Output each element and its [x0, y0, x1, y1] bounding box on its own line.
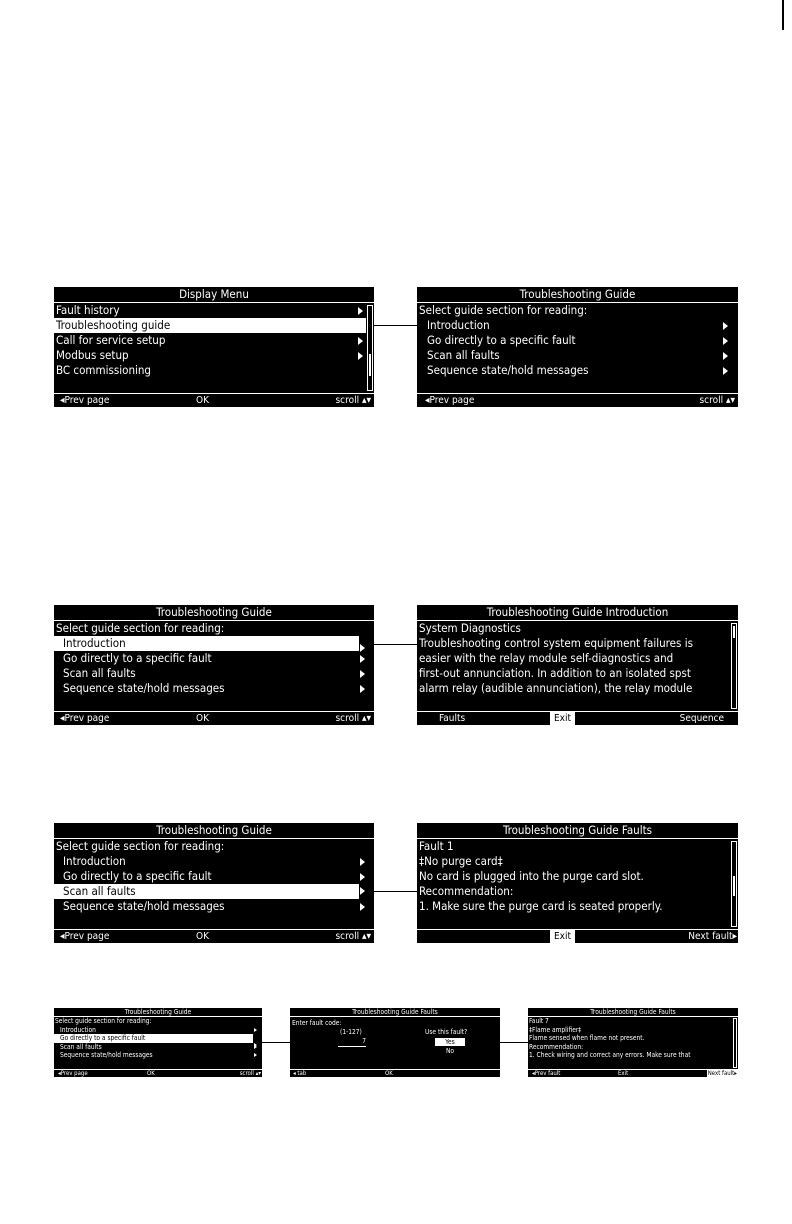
screen-title: Troubleshooting Guide: [417, 287, 738, 303]
prev-page-softkey[interactable]: ◂Prev page: [425, 395, 475, 406]
guide-prompt: Select guide section for reading:: [56, 621, 225, 635]
exit-softkey[interactable]: Exit: [550, 930, 575, 943]
connector-line: [374, 644, 417, 645]
ok-softkey[interactable]: OK: [196, 395, 209, 406]
chevron-right-icon: [360, 670, 365, 678]
guide-item-scan-all-faults[interactable]: Scan all faults: [417, 348, 738, 363]
softkey-bar: [417, 929, 738, 943]
screen-title: Troubleshooting Guide: [54, 1008, 262, 1017]
fault-description: No card is plugged into the purge card slot.: [419, 869, 644, 883]
guide-item-scan-all-faults[interactable]: Scan all faults: [54, 666, 374, 681]
fault-code-range: (1-127): [340, 1028, 362, 1036]
scrollbar[interactable]: [367, 305, 373, 391]
chevron-right-icon: [723, 352, 728, 360]
next-fault-softkey[interactable]: Next fault▸: [688, 931, 737, 942]
screen-title: Display Menu: [54, 287, 374, 303]
chevron-right-icon: [254, 1053, 257, 1057]
scrollbar[interactable]: [731, 623, 737, 709]
next-fault-softkey[interactable]: Next fault▸: [707, 1070, 737, 1077]
faults-screen: [417, 823, 738, 943]
no-option[interactable]: No: [445, 1047, 455, 1055]
softkey-bar: [54, 1069, 262, 1077]
guide-item-scan-all-faults[interactable]: Scan all faults: [54, 1043, 262, 1052]
guide-item-sequence-messages[interactable]: Sequence state/hold messages: [417, 363, 738, 378]
menu-item-call-for-service-setup[interactable]: Call for service setup: [54, 333, 366, 348]
chevron-right-icon: [360, 655, 365, 663]
guide-item-introduction[interactable]: Introduction: [54, 636, 359, 651]
fault-code-prompt: Enter fault code:: [292, 1019, 342, 1027]
display-menu-screen: [54, 287, 374, 407]
introduction-screen: [417, 605, 738, 725]
menu-item-troubleshooting-guide[interactable]: Troubleshooting guide: [54, 318, 366, 333]
chevron-right-icon: [360, 858, 365, 866]
prev-page-softkey[interactable]: ◂Prev page: [60, 931, 110, 942]
faults-screen: [528, 1008, 738, 1077]
scroll-softkey[interactable]: scroll ▴▾: [699, 395, 735, 406]
sequence-softkey[interactable]: Sequence: [679, 713, 724, 724]
chevron-right-icon: [358, 322, 363, 330]
connector-line: [374, 325, 417, 326]
connector-line: [262, 1042, 290, 1043]
troubleshooting-guide-screen: [54, 605, 374, 725]
fault-number: Fault 7: [529, 1017, 549, 1025]
chevron-right-icon: [358, 307, 363, 315]
fault-name: ‡No purge card‡: [419, 854, 503, 868]
recommendation-label: Recommendation:: [529, 1042, 584, 1051]
chevron-right-icon: [723, 367, 728, 375]
chevron-right-icon: [360, 887, 365, 895]
menu-item-fault-history[interactable]: Fault history: [54, 303, 366, 318]
guide-prompt: Select guide section for reading:: [55, 1017, 152, 1025]
tab-softkey[interactable]: ◂ tab: [293, 1070, 307, 1077]
connector-line: [374, 891, 417, 892]
ok-softkey[interactable]: OK: [196, 931, 209, 942]
screen-title: Troubleshooting Guide: [54, 605, 374, 621]
troubleshooting-guide-screen: [54, 823, 374, 943]
chevron-right-icon: [358, 352, 363, 360]
guide-item-specific-fault[interactable]: Go directly to a specific fault: [54, 869, 374, 884]
guide-prompt: Select guide section for reading:: [56, 839, 225, 853]
screen-title: Troubleshooting Guide Faults: [417, 823, 738, 839]
chevron-right-icon: [360, 644, 365, 652]
scroll-softkey[interactable]: scroll ▴▾: [335, 395, 371, 406]
scroll-softkey[interactable]: scroll ▴▾: [239, 1070, 261, 1077]
softkey-bar: [290, 1069, 500, 1077]
prev-fault-softkey[interactable]: ◂Prev fault: [532, 1070, 561, 1077]
guide-item-sequence-messages[interactable]: Sequence state/hold messages: [54, 681, 374, 696]
yes-option[interactable]: Yes: [435, 1038, 465, 1046]
troubleshooting-guide-screen: [417, 287, 738, 407]
menu-item-bc-commissioning[interactable]: BC commissioning: [56, 363, 152, 377]
prev-page-softkey[interactable]: ◂Prev page: [60, 713, 110, 724]
softkey-bar: [54, 711, 374, 725]
screen-title: Troubleshooting Guide Faults: [290, 1008, 500, 1017]
guide-item-introduction[interactable]: Introduction: [54, 1026, 262, 1035]
scrollbar[interactable]: [733, 1018, 737, 1068]
screen-title: Troubleshooting Guide Introduction: [417, 605, 738, 621]
recommendation-text: 1. Check wiring and correct any errors. Make sure that: [529, 1051, 691, 1059]
guide-item-introduction[interactable]: Introduction: [54, 854, 374, 869]
chevron-right-icon: [723, 337, 728, 345]
scrollbar[interactable]: [731, 841, 737, 927]
screen-title: Troubleshooting Guide Faults: [528, 1008, 738, 1017]
softkey-bar: [54, 929, 374, 943]
recommendation-text: 1. Make sure the purge card is seated properly.: [419, 899, 663, 913]
prev-page-softkey[interactable]: ◂Prev page: [60, 395, 110, 406]
text-line: first-out annunciation. In addition to an isolated spst: [419, 666, 691, 680]
use-fault-question: Use this fault?: [425, 1028, 468, 1036]
ok-softkey[interactable]: OK: [147, 1070, 155, 1077]
guide-item-specific-fault[interactable]: Go directly to a specific fault: [54, 1034, 253, 1043]
text-line: System Diagnostics: [419, 621, 521, 635]
screen-title: Troubleshooting Guide: [54, 823, 374, 839]
guide-item-specific-fault[interactable]: Go directly to a specific fault: [54, 651, 374, 666]
softkey-bar: [54, 393, 374, 407]
chevron-right-icon: [723, 322, 728, 330]
ok-softkey[interactable]: OK: [196, 713, 209, 724]
chevron-right-icon: [358, 337, 363, 345]
guide-item-scan-all-faults[interactable]: Scan all faults: [54, 884, 359, 899]
fault-code-input[interactable]: 7: [338, 1037, 366, 1047]
text-line: Troubleshooting control system equipment failures is: [419, 636, 693, 650]
prev-page-softkey[interactable]: ◂Prev page: [58, 1070, 88, 1077]
text-line: alarm relay (audible annunciation), the relay module: [419, 681, 693, 695]
menu-item-modbus-setup[interactable]: Modbus setup: [54, 348, 366, 363]
chevron-right-icon: [360, 685, 365, 693]
softkey-bar: [417, 711, 738, 725]
guide-prompt: Select guide section for reading:: [419, 303, 588, 317]
fault-number: Fault 1: [419, 839, 454, 853]
page-edge-rule: [782, 0, 784, 30]
guide-item-specific-fault[interactable]: Go directly to a specific fault: [417, 333, 738, 348]
scroll-softkey[interactable]: scroll ▴▾: [335, 713, 371, 724]
guide-item-sequence-messages[interactable]: Sequence state/hold messages: [54, 899, 374, 914]
scroll-softkey[interactable]: scroll ▴▾: [335, 931, 371, 942]
exit-softkey[interactable]: Exit: [550, 712, 575, 725]
chevron-right-icon: [360, 873, 365, 881]
ok-softkey[interactable]: OK: [385, 1070, 393, 1077]
guide-item-sequence-messages[interactable]: Sequence state/hold messages: [54, 1051, 262, 1060]
exit-softkey[interactable]: Exit: [618, 1070, 629, 1077]
enter-fault-code-screen: [290, 1008, 500, 1077]
chevron-right-icon: [254, 1028, 257, 1032]
faults-softkey[interactable]: Faults: [439, 713, 466, 724]
softkey-bar: [528, 1069, 738, 1077]
connector-line: [500, 1042, 528, 1043]
text-line: easier with the relay module self-diagnostics and: [419, 651, 674, 665]
guide-item-introduction[interactable]: Introduction: [417, 318, 738, 333]
fault-name: ‡Flame amplifier‡: [529, 1025, 582, 1034]
recommendation-label: Recommendation:: [419, 884, 514, 898]
chevron-right-icon: [254, 1043, 257, 1047]
troubleshooting-guide-screen: [54, 1008, 262, 1077]
fault-description: Flame sensed when flame not present.: [529, 1034, 645, 1042]
chevron-right-icon: [360, 903, 365, 911]
softkey-bar: [417, 393, 738, 407]
